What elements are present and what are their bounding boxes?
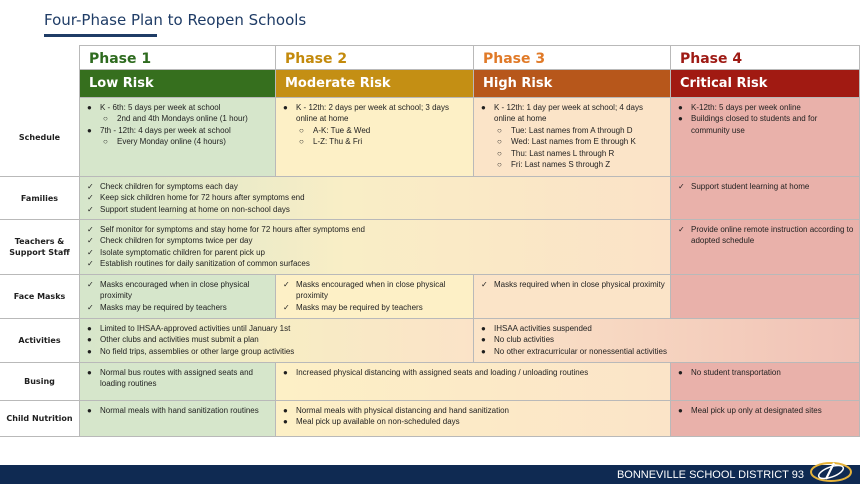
schedule-phase-3 [474,98,671,177]
bullet-icon: ● [481,335,486,345]
list-item [283,279,469,302]
checkmark-icon: ✓ [678,225,685,234]
list-item [87,136,271,147]
bullet-list [474,275,670,290]
title-underline [44,34,157,37]
list-item [481,323,855,334]
list-item-text: Wed: Last names from E through K [511,137,636,147]
phase-3-header: Phase 3 [474,45,671,70]
bullet-icon: ○ [497,137,502,147]
bullet-icon: ● [87,406,92,415]
row-label-teachers-line1: Teachers & [14,237,65,246]
list-item [87,258,666,269]
list-item [87,367,271,390]
nutrition-phase-2-3 [276,401,671,437]
list-item-text: Isolate symptomatic children for parent pick up [100,247,265,257]
row-label-face-masks: Face Masks [0,275,80,319]
list-item-text: No student transportation [691,368,781,377]
list-item-text: No other extracurricular or nonessential activities [494,346,667,356]
bullet-list [80,363,275,390]
list-item-text: Normal meals with hand sanitization routines [100,406,259,415]
checkmark-icon: ✓ [87,225,94,234]
nutrition-phase-1 [80,401,276,437]
list-item-text: Normal bus routes with assigned seats and loading routines [100,368,253,389]
bullet-icon: ○ [497,148,502,158]
masks-phase-2 [276,275,474,319]
list-item [87,113,271,124]
checkmark-icon: ✓ [87,182,94,191]
list-item [87,102,271,113]
activities-phase-1-2 [80,319,474,363]
checkmark-icon: ✓ [87,204,94,214]
row-label-busing: Busing [0,363,80,401]
list-item [283,416,666,427]
list-item [87,405,271,416]
district-name: BONNEVILLE SCHOOL DISTRICT 93 [616,469,804,481]
bullet-list [80,401,275,416]
list-item [481,125,666,136]
list-item [481,346,855,357]
bullet-icon: ● [283,103,288,112]
bullet-icon: ● [87,368,92,377]
list-item [87,334,469,345]
list-item-text: K - 6th: 5 days per week at school [100,103,221,112]
list-item-text: K - 12th: 2 days per week at school; 3 days online at home [296,103,449,124]
masks-phase-3 [474,275,671,319]
list-item [87,181,666,192]
checkmark-icon: ✓ [87,280,94,289]
bullet-list [276,275,473,313]
list-item [283,405,666,416]
list-item-text: Masks may be required by teachers [296,302,423,312]
masks-phase-1 [80,275,276,319]
list-item-text: Check children for symptoms each day [100,182,238,191]
checkmark-icon: ✓ [87,193,94,203]
list-item-text: No field trips, assemblies or other large group activities [100,346,295,356]
list-item [87,346,469,357]
families-phase-4 [671,177,860,220]
schedule-phase-2 [276,98,474,177]
list-item-text: 7th - 12th: 4 days per week at school [100,125,231,135]
list-item-text: K - 12th: 1 day per week at school; 4 days online at home [494,103,643,124]
list-item-text: Support student learning at home on non-school days [100,204,290,214]
bullet-icon: ● [87,346,92,356]
list-item [87,247,666,258]
checkmark-icon: ✓ [283,302,290,312]
list-item-text: Fri: Last names S through Z [511,160,611,170]
list-item-text: Other clubs and activities must submit a plan [100,335,259,345]
footer-bar [0,465,860,484]
phase-4-header: Phase 4 [671,45,860,70]
bullet-icon: ● [87,335,92,345]
phase-4-risk: Critical Risk [671,70,860,98]
masks-phase-4 [671,275,860,319]
phase-2-header: Phase 2 [276,45,474,70]
list-item-text: Support student learning at home [691,182,810,191]
bullet-list [276,363,670,378]
busing-phase-1 [80,363,276,401]
list-item-text: Provide online remote instruction according to adopted schedule [691,225,854,246]
bullet-list [671,401,859,416]
checkmark-icon: ✓ [87,302,94,312]
bullet-icon: ● [481,324,486,333]
bullet-icon: ○ [103,137,108,147]
list-item-text: K-12th: 5 days per week online [691,103,801,112]
bullet-list [671,98,859,136]
district-logo-icon [808,457,854,484]
list-item-text: Masks may be required by teachers [100,302,227,312]
schedule-phase-4 [671,98,860,177]
list-item [678,102,855,113]
list-item-text: Keep sick children home for 72 hours after symptoms end [100,193,305,203]
bullet-list [80,220,670,270]
list-item [283,302,469,313]
list-item-text: Thu: Last names L through R [511,148,615,158]
list-item [87,125,271,136]
checkmark-icon: ✓ [678,182,685,191]
list-item-text: Meal pick up only at designated sites [691,406,822,415]
busing-phase-2-3 [276,363,671,401]
checkmark-icon: ✓ [481,280,488,289]
bullet-list [474,98,670,170]
list-item-text: Every Monday online (4 hours) [117,137,226,147]
list-item-text: Masks encouraged when in close physical proximity [296,280,446,301]
row-label-teachers [0,220,80,275]
bullet-icon: ○ [497,125,502,135]
list-item-text: Normal meals with physical distancing and hand sanitization [296,406,509,415]
list-item-text: Meal pick up available on non-scheduled days [296,417,460,427]
teachers-phase-1-3 [80,220,671,275]
list-item-text: Buildings closed to students and for community use [691,114,818,135]
list-item [87,192,666,203]
list-item [481,102,666,125]
list-item [481,334,855,345]
checkmark-icon: ✓ [87,259,94,269]
bullet-list [276,401,670,428]
bullet-list [80,177,670,215]
teachers-phase-4 [671,220,860,275]
phase-table [0,45,860,437]
list-item [481,148,666,159]
row-label-activities: Activities [0,319,80,363]
table-corner [0,45,80,98]
list-item [678,405,855,416]
bullet-icon: ● [678,368,683,377]
list-item [678,181,855,192]
page-title: Four-Phase Plan to Reopen Schools [44,11,307,29]
list-item [87,323,469,334]
bullet-icon: ● [87,103,92,112]
list-item-text: Limited to IHSAA-approved activities until January 1st [100,324,291,333]
bullet-icon: ● [678,406,683,415]
list-item [481,279,666,290]
bullet-icon: ● [481,346,486,356]
nutrition-phase-4 [671,401,860,437]
list-item-text: Establish routines for daily sanitization of common surfaces [100,259,310,269]
row-label-families: Families [0,177,80,220]
list-item-text: No club activities [494,335,555,345]
activities-phase-3-4 [474,319,860,363]
list-item-text: Masks required when in close physical proximity [494,280,665,289]
bullet-icon: ○ [299,137,304,147]
list-item-text: L-Z: Thu & Fri [313,137,363,147]
list-item-text: Increased physical distancing with assigned seats and loading / unloading routines [296,368,589,377]
bullet-list [671,177,859,192]
list-item [87,235,666,246]
bullet-icon: ● [283,368,288,377]
bullet-icon: ● [283,417,288,427]
bullet-icon: ○ [103,114,108,124]
list-item [283,125,469,136]
list-item [87,204,666,215]
bullet-list [80,275,275,313]
bullet-list [276,98,473,148]
checkmark-icon: ✓ [283,280,290,289]
list-item [283,102,469,125]
list-item-text: Self monitor for symptoms and stay home for 72 hours after symptoms end [100,225,365,234]
bullet-icon: ● [678,114,683,124]
row-label-child-nutrition: Child Nutrition [0,401,80,437]
busing-phase-4 [671,363,860,401]
list-item-text: Masks encouraged when in close physical proximity [100,280,250,301]
list-item [87,224,666,235]
list-item [678,113,855,136]
list-item-text: IHSAA activities suspended [494,324,592,333]
bullet-icon: ● [87,324,92,333]
phase-1-risk: Low Risk [80,70,276,98]
list-item [87,302,271,313]
row-label-schedule: Schedule [0,98,80,177]
list-item [87,279,271,302]
list-item-text: Check children for symptoms twice per day [100,236,253,246]
checkmark-icon: ✓ [87,236,94,246]
bullet-list [671,220,859,247]
schedule-phase-1 [80,98,276,177]
bullet-icon: ○ [299,125,304,135]
list-item-text: 2nd and 4th Mondays online (1 hour) [117,114,248,124]
list-item [481,136,666,147]
checkmark-icon: ✓ [87,247,94,257]
list-item [481,159,666,170]
bullet-icon: ● [87,125,92,135]
list-item [678,367,855,378]
phase-3-risk: High Risk [474,70,671,98]
bullet-icon: ● [283,406,288,415]
bullet-icon: ○ [497,160,502,170]
list-item [283,136,469,147]
bullet-list [474,319,859,357]
list-item-text: Tue: Last names from A through D [511,125,633,135]
bullet-list [80,319,473,357]
bullet-icon: ● [481,103,486,112]
list-item [678,224,855,247]
row-label-teachers-line2: Support Staff [9,248,70,257]
bullet-icon: ● [678,103,683,112]
list-item [283,367,666,378]
families-phase-1-3 [80,177,671,220]
phase-1-header: Phase 1 [80,45,276,70]
list-item-text: A-K: Tue & Wed [313,125,371,135]
bullet-list [671,363,859,378]
phase-2-risk: Moderate Risk [276,70,474,98]
bullet-list [80,98,275,148]
